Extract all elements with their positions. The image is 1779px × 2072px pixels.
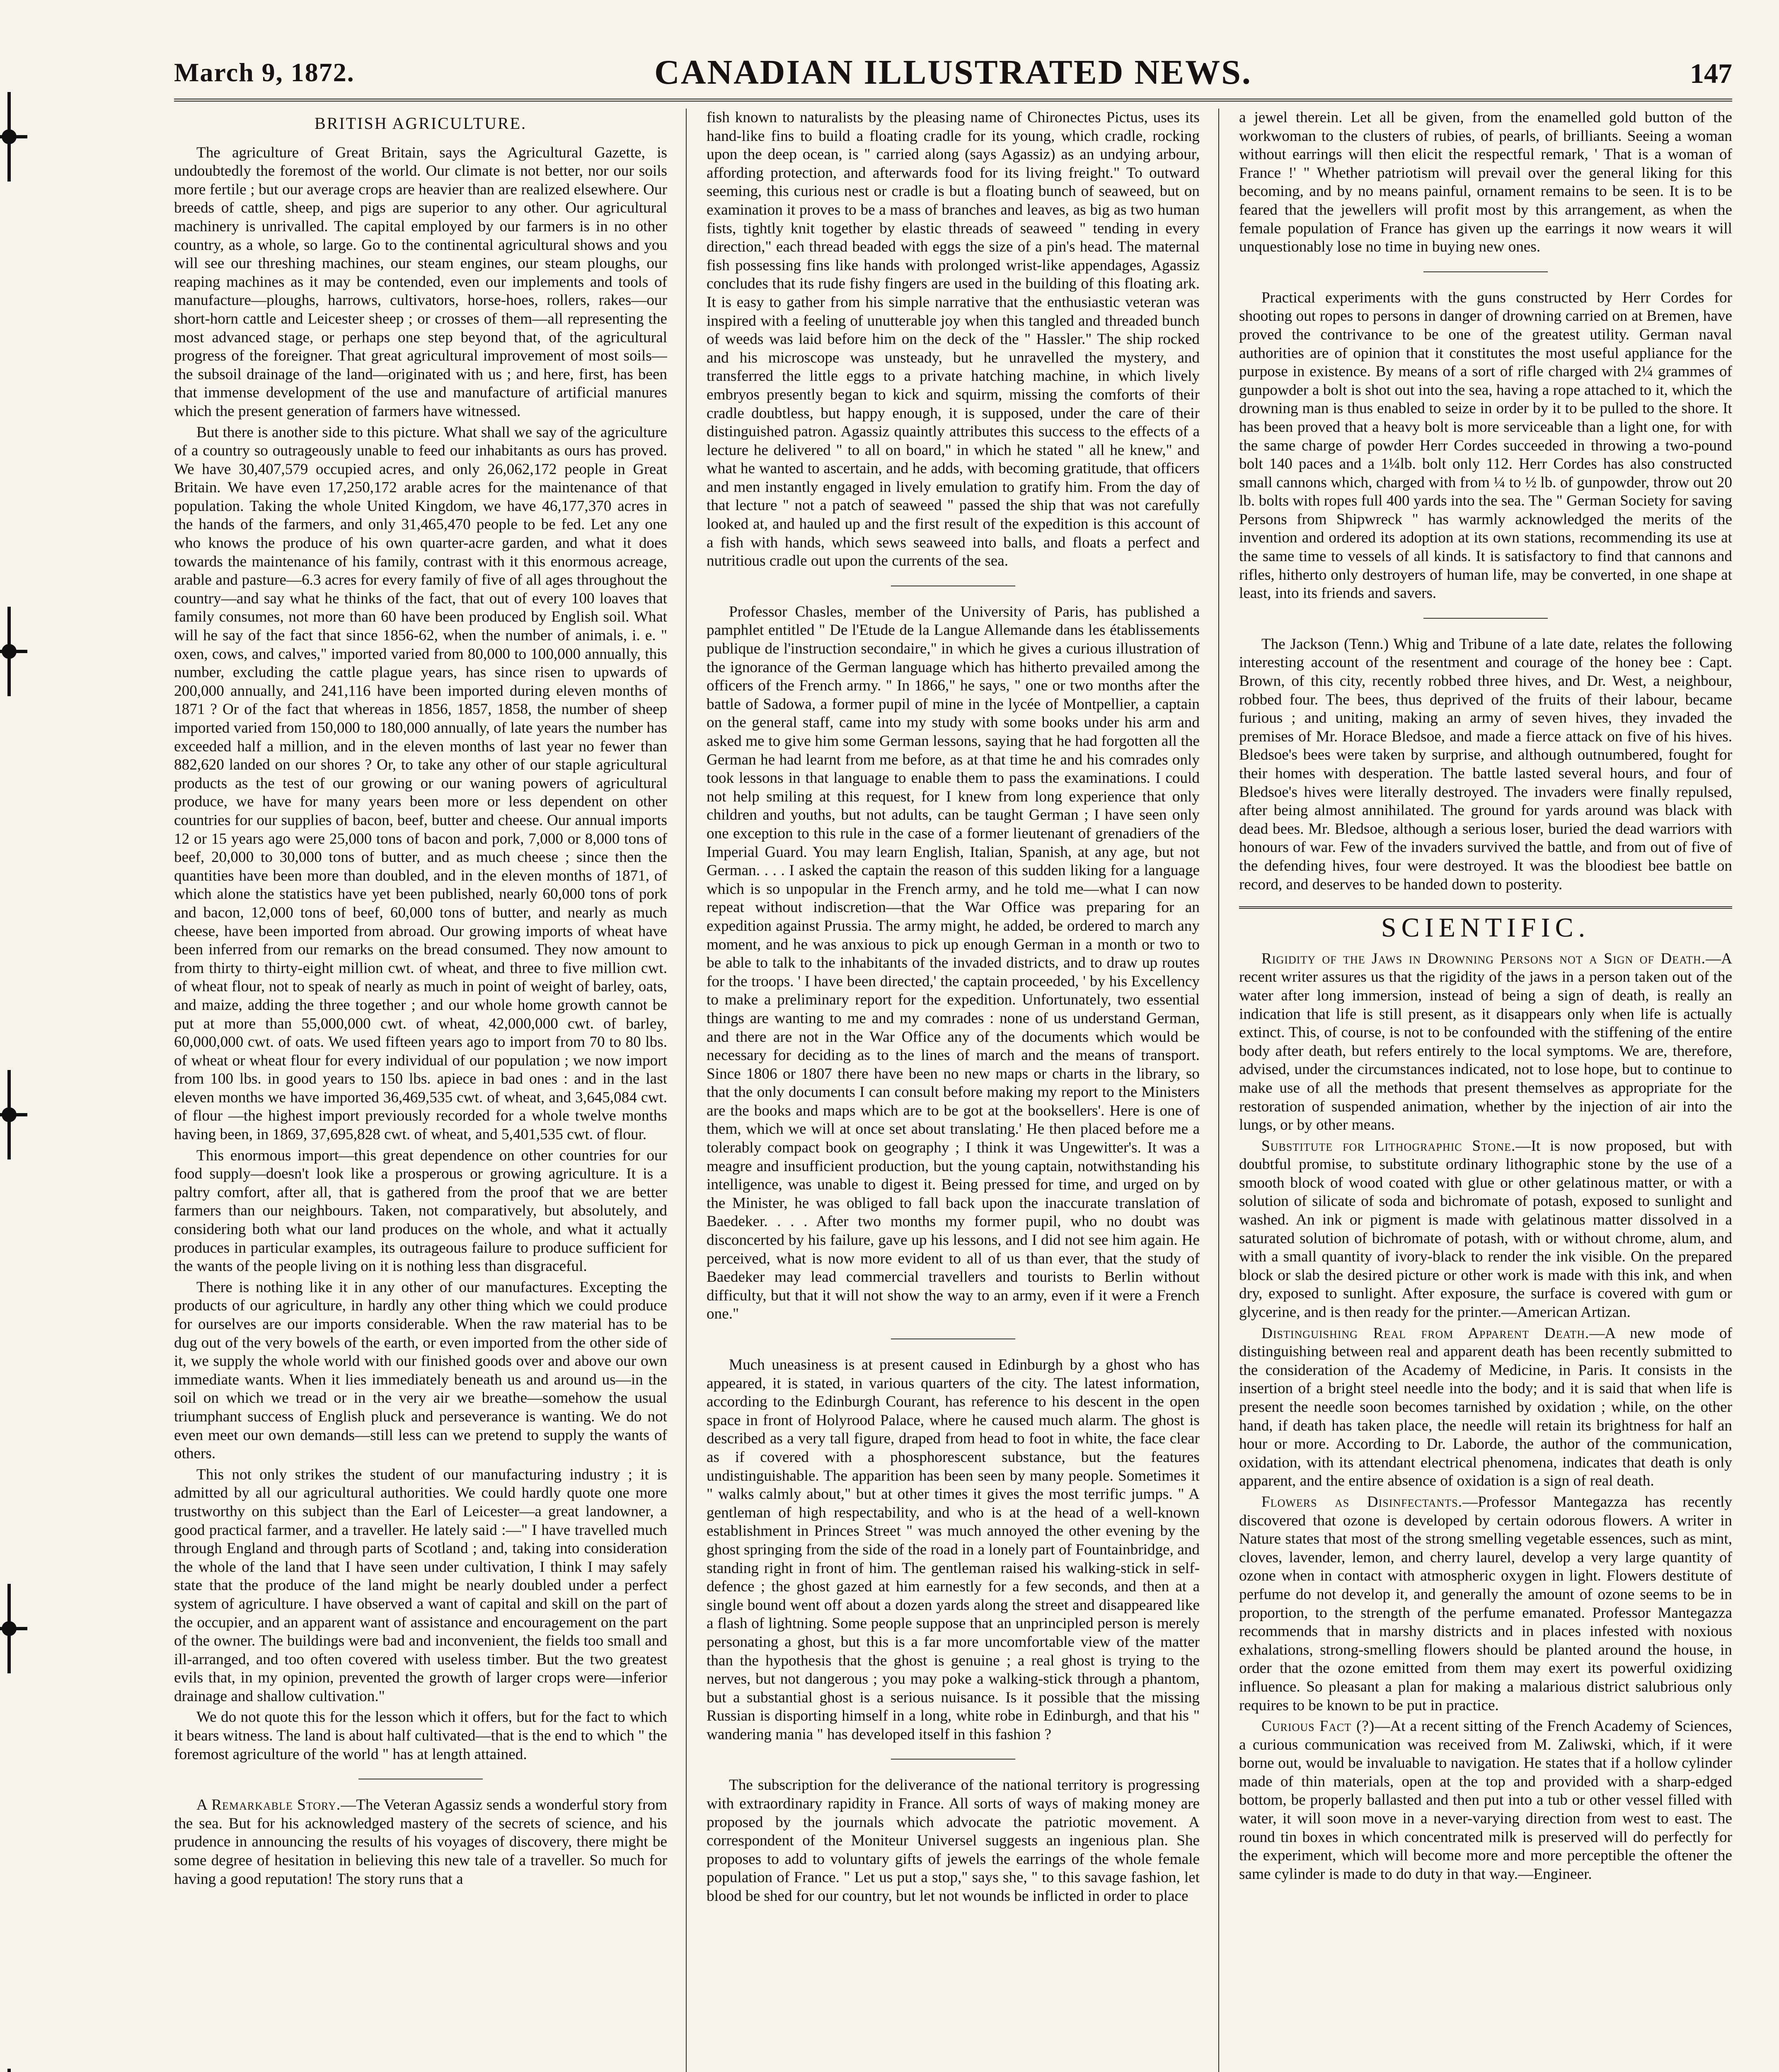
article-paragraph: This not only strikes the student of our manufacturing industry ; it is admitted by all our agricultural authorities. We could hardly quote one more trustworthy on this subject than the Earl of Leicester—a great landowner, a good practical farmer, and a traveller. He lately said :—" I have travelled much through England and through parts of Scotland ; and, taking into consideration the whole of the land that I have seen under cultivation, I think I may safely state that the produce of the land might be nearly doubled under a perfect system of agriculture. I have observed a want of capital and skill on the part of the occupier, and an apparent want of assistance and encouragement on the part of the owner. The buildings were bad and inconvenient, the fields too small and ill-arranged, and too often covered with useless timber. But the two greatest evils that, in my opinion, prevented the growth of larger crops were—inferior drainage and shallow cultivation." [174, 1466, 667, 1705]
article-paragraph: fish known to naturalists by the pleasing name of Chironectes Pictus, uses its hand-like fins to build a floating cradle for its young, which cradle, rocking upon the deep ocean, is " carried along (says Agassiz) as an undying arbour, affording protection, and afterwards food for its living freight." To outward seeming, this curious nest or cradle is but a floating bunch of seaweed, but on examination it proves to be a mass of branches and leaves, as big as two human fists, tightly knit together by elastic threads of seaweed " tending in every direction," each thread beaded with eggs the size of a pin's head. The maternal fish possessing fins like hands with prolonged wrist-like appendages, Agassiz concludes that its rude fishy fingers are used in the building of this floating ark. It is easy to gather from his simple narrative that the enthusiastic veteran was inspired with a feeling of unutterable joy when this tangled and threaded bunch of weeds was laid before him on the deck of the " Hassler." The ship rocked and his microscope was unsteady, but he unravelled the mystery, and transferred the little eggs to a private hatching machine, in which lively embryos presently began to kick and squirm, missing the comforts of their cradle doubtless, but happy enough, it is supposed, under the care of their distinguished patron. Agassiz quaintly attributes this success to the effects of a lecture he delivered " to all on board," in which he stated " all he knew," and what he wanted to ascertain, and he adds, with becoming gratitude, that officers and men instantly engaged in lively emulation to gratify him. From the day of that lecture " not a patch of seaweed " passed the ship that was not carefully looked at, and hauled up and the first result of the expedition is this account of a fish with hands, which sews seaweed into balls, and floats a perfect and nutritious cradle out upon the currents of the sea. [707, 109, 1200, 570]
item-text: —It is now proposed, but with doubtful promise, to substitute ordinary lithographic stone by the use of a smooth block of wood coated with glue or other gelatinous matter, or with a solution of silicate of soda and bichromate of potash, exposed to sunlight and washed. An ink or pigment is made with gelatinous matter dissolved in a saturated solution of bichromate of potash, with or without chrome, alum, and with a small quantity of ivory-black to render the ink visible. On the prepared block or slab the desired picture or other work is made with this ink, and when dry, exposed to sunlight. After exposure, the surface is covered with gum or glycerine, and is then ready for the printer.—American Artizan. [1239, 1137, 1732, 1321]
masthead [174, 50, 1732, 95]
article-paragraph: a jewel therein. Let all be given, from the enamelled gold button of the workwoman to the clusters of rubies, of pearls, of brilliants. Seeing a woman without earrings will then elicit the respectful remark, ' That is a woman of France !' " Whether patriotism will prevail over the general liking for this becoming, and by no means painful, ornament remains to be seen. It is to be feared that the jewellers will profit most by this arrangement, as when the female population of France has given up the earrings it now wears it will unquestionably lose no time in buying new ones. [1239, 109, 1732, 256]
item-lead: Distinguishing Real from Apparent Death. [1261, 1324, 1590, 1342]
masthead-rule [174, 99, 1732, 102]
item-lead: Rigidity of the Jaws in Drowning Persons not a Sign of Death. [1261, 950, 1706, 967]
article-paragraph: We do not quote this for the lesson which it offers, but for the fact to which it bears witness. The land is about half cultivated—that is the end to which " the foremost agriculture of the world " has at length attained. [174, 1709, 667, 1763]
scientific-item [1239, 1324, 1732, 1491]
article-heading: BRITISH AGRICULTURE. [315, 114, 527, 133]
column-2 [707, 109, 1200, 2072]
binding-hole [2, 644, 17, 659]
column-rule [686, 109, 687, 2072]
item-lead: Curious Fact (?) [1261, 1718, 1375, 1735]
article-paragraph: Professor Chasles, member of the University of Paris, has published a pamphlet entitled " De l'Etude de la Langue Allemande dans les établissements publique de l'instruction secondaire," in which he gives a curious illustration of the ignorance of the German language which has hitherto prevailed among the officers of the French army. " In 1866," he says, " one or two months after the battle of Sadowa, a former pupil of mine in the lycée of Montpellier, a captain on the general staff, came into my study with some books under his arm and asked me to give him some German lessons, saying that he had forgotten all the German he had learnt from me before, as at that time he and his comrades only took lessons in that language to enable them to pass the examinations. I could not help smiling at this request, for I knew from long experience that only children and youths, but not adults, can be taught German ; I have seen only one exception to this rule in the case of a former lieutenant of grenadiers of the Imperial Guard. You may learn English, Italian, Spanish, at any age, but not German. . . . I asked the captain the reason of this sudden liking for a language which is so unpopular in the French army, and he told me—what I can now repeat without indiscretion—that the War Office was preparing for an expedition against Prussia. The army might, he added, be ordered to march any moment, and he was anxious to pick up enough German in a month or two to be able to talk to the inhabitants of the invaded districts, and to draw up routes for the troops. ' I have been directed,' the captain proceeded, ' by his Excellency to make a preliminary report for the expedition. Unfortunately, two essential things are wanting to me and my comrades : none of us understand German, and there are not in the War Office any of the documents which would be necessary for deciding as to the lines of march and the means of transport. Since 1806 or 1807 there have been no new maps or charts in the library, so that the only documents I can consult before making my report to the Ministers are the books and maps which are to be got at the booksellers'. Here is one of them, which we will at once set about translating.' He then placed before me a tolerably compact book on geography ; I think it was Ungewitter's. It was a meagre and insufficient production, but the young captain, notwithstanding his intelligence, was unable to digest it. Being pressed for time, and urged on by the Minister, he was obliged to fall back upon the inaccurate translation of Baedeker. . . . After two months my former pupil, who no doubt was disconcerted by his failure, gave up his lessons, and I did not see him again. He perceived, what is now more evident to all of us than ever, that the study of Baedeker may lead commercial travellers and tourists to Berlin without difficulty, but that it will not show the way to an army, even if it were a French one." [707, 603, 1200, 1323]
article-paragraph: This enormous import—this great dependence on other countries for our food supply—doesn't look like a prosperous or growing agriculture. It is a paltry comfort, after all, that is gathered from the proof that we are better farmers than our neighbours. Taken, not comparatively, but absolutely, and considering both what our land produces on the whole, and what it actually produces in particular examples, its outrageous failure to produce sufficient for the wants of the people living on it is nothing less than disgraceful. [174, 1147, 667, 1275]
column-3 [1239, 109, 1732, 2072]
article-separator [891, 1759, 1015, 1760]
binding-hole [2, 1621, 17, 1636]
article-paragraph: Practical experiments with the guns constructed by Herr Cordes for shooting out ropes to persons in danger of drowning carried on at Bremen, have proved the contrivance to be one of the greatest utility. German naval authorities are of opinion that it constitutes the most useful appliance for the purpose in existence. By means of a sort of rifle charged with 2¼ grammes of gunpowder a bolt is shot out into the sea, having a rope attached to it, which the drowning man is thus enabled to seize in order by it to be pulled to the shore. It has been proved that a heavy bolt is more serviceable than a light one, for with the same charge of powder Herr Cordes succeeded in throwing a two-pound bolt 140 paces and a 1¼lb. bolt only 112. Herr Cordes has also constructed small cannons which, charged with from ¼ to ½ lb. of gunpowder, throw out 20 lb. bolts with ropes full 400 yards into the sea. The " German Society for saving Persons from Shipwreck " has warmly acknowledged the merits of the invention and ordered its adoption at its own stations, recommending its use at the same time to vessels of all kinds. It is satisfactory to find that cannons and rifles, hitherto only destroyers of human life, may be converted, in one shape at least, into its friends and savers. [1239, 289, 1732, 602]
column-1 [174, 109, 667, 2072]
binding-hole [2, 1107, 17, 1122]
article-paragraph: But there is another side to this picture. What shall we say of the agriculture of a country so outrageously unable to feed our inhabitants as ours has proved. We have 30,407,579 occupied acres, and only 26,062,172 people in Great Britain. We have even 17,250,172 arable acres for the maintenance of that population. Taking the whole United Kingdom, we have 46,177,370 acres in the hands of the farmers, and only 31,465,470 people to be fed. Let any one who knows the produce of his own quarter-acre garden, and what it does towards the maintenance of his family, contrast with it this enormous acreage, arable and pasture—6.3 acres for every family of five of all ages throughout the country—and say what he thinks of the fact, that out of every 100 loaves that family consumes, not more than 60 have been produced by English soil. What will he say of the fact that since 1856-62, when the number of animals, i. e. " oxen, cows, and calves," imported varied from 80,000 to 100,000 annually, this number, excluding the cattle plague years, has since risen to upwards of 200,000 annually, and 241,116 have been imported during eleven months of 1871 ? Or of the fact that whereas in 1856, 1857, 1858, the number of sheep imported varied from 150,000 to 180,000 annually, of late years the number has exceeded half a million, and in the eleven months of last year no fewer than 882,620 landed on our shores ? Or, to take any other of our staple agricultural products as the test of our growing or our waning powers of agricultural produce, we have for many years been more or less dependent on other countries for our supplies of bacon, beef, butter and cheese. Our annual imports 12 or 15 years ago were 25,000 tons of bacon and pork, 7,000 or 8,000 tons of beef, 20,000 to 30,000 tons of butter, and as much cheese ; since then the quantities have been more than doubled, and in the eleven months of 1871, of which alone the statistics have yet been published, nearly 60,000 tons of pork and bacon, 12,000 tons of beef, 60,000 tons of butter, and nearly as much cheese, have been imported from abroad. Our growing imports of wheat have been inferred from our remarks on the bread consumed. They now amount to from thirty to thirty-eight million cwt. of wheat, and three to five million cwt. of wheat flour, not to speak of nearly as much in point of weight of barley, oats, and maize, adding the three together ; and our whole home growth cannot be put at more than 55,000,000 cwt. of wheat, 42,000,000 cwt. of barley, 60,000,000 cwt. of oats. We used fifteen years ago to import from 70 to 80 lbs. of wheat or wheat flour for every individual of our population ; we now import from 100 lbs. in good years to 150 lbs. apiece in bad ones : and in the last eleven months we have imported 36,469,535 cwt. of wheat, and 3,645,084 cwt. of flour —the highest import previously recorded for a whole twelve months having been, in 1869, 37,695,828 cwt. of wheat, and 5,401,535 cwt. of flour. [174, 424, 667, 1143]
story-text: —The Veteran Agassiz sends a wonderful story from the sea. But for his acknowledged mastery of the secrets of science, and his prudence in announcing the results of his voyages of discovery, there might be some degree of hesitation in believing this new tale of a traveller. So much for having a good reputation! The story runs that a [174, 1796, 667, 1888]
article-paragraph: Much uneasiness is at present caused in Edinburgh by a ghost who has appeared, it is stated, in various quarters of the city. The latest information, according to the Edinburgh Courant, has reference to his descent in the open space in front of Holyrood Palace, where he caused much alarm. The ghost is described as a very tall figure, draped from head to foot in white, the face clear as if covered with a phosphorescent substance, but the features undistinguishable. The apparition has been seen by many people. Sometimes it " walks calmly about," but at other times it gives the most terrific jumps. " A gentleman of high respectability, and who is at the head of a well-known establishment in Princes Street " was much annoyed the other evening by the ghost springing from the side of the road in a lonely part of Fountainbridge, and standing right in front of him. The gentleman raised his walking-stick in self-defence ; the ghost gazed at him earnestly for a few seconds, and then at a single bound went off about a dozen yards along the street and disappeared like a flash of lightning. Some people suppose that an unprincipled person is merely personating a ghost, but this is a far more uncomfortable view of the matter than the hypothesis that the ghost is genuine ; a real ghost is trying to the nerves, but not dangerous ; you may poke a walking-stick through a phantom, but a substantial ghost is a serious nuisance. Is it possible that the missing Russian is disporting himself in a long, white robe in Edinburgh, and that his " wandering mania " has developed itself in this fashion ? [707, 1356, 1200, 1743]
story-lead: A Remarkable Story. [196, 1796, 341, 1814]
story-paragraph [174, 1796, 667, 1888]
article-separator [1423, 271, 1548, 272]
article-separator [1423, 618, 1548, 619]
item-text: —At a recent sitting of the French Academy of Sciences, a curious communication was received from M. Zaliwski, which, if it were borne out, would be invaluable to navigation. He states that if a hollow cylinder made of thin materials, open at the top and provided with a sharp-edged bottom, be properly ballasted and then put into a tub or other vessel filled with water, it will soon move in a never-varying direction from west to east. The round tin boxes in which concentrated milk is preserved will do perfectly for the experiment, which will become more and more perceptible the oftener the same cylinder is made to do duty in that way.—Engineer. [1239, 1718, 1732, 1883]
item-lead: Flowers as Disinfectants. [1261, 1493, 1462, 1510]
binding-margin [0, 0, 29, 2072]
binding-hole [2, 129, 17, 144]
scientific-item [1239, 1137, 1732, 1322]
article-paragraph: The subscription for the deliverance of the national territory is progressing with extraordinary rapidity in France. All sorts of ways of making money are proposed by the journals which advocate the patriotic movement. A correspondent of the Moniteur Universel suggests an ingenious plan. She proposes to add to voluntary gifts of jewels the earrings of the whole female population of France. " Let us put a stop," says she, " to this savage fashion, let blood be shed for our country, but let not wounds be inflicted in order to place [707, 1777, 1200, 1905]
newspaper-title: CANADIAN ILLUSTRATED NEWS. [654, 53, 1252, 92]
scientific-item [1239, 1717, 1732, 1883]
item-text: —A new mode of distinguishing between real and apparent death has been recently submitted to the consideration of the Academy of Medicine, in Paris. It consists in the insertion of a bright steel needle into the body; and it is said that when life is present the needle soon becomes tarnished by oxidation ; while, on the other hand, if death has taken place, the needle will retain its brightness for half an hour or more. According to Dr. Laborde, the author of the communication, oxidation, with its attendant electrical phenomena, indicates that death is only apparent, and the entire absence of oxidation is a sign of real death. [1239, 1324, 1732, 1490]
column-rule [1218, 109, 1219, 2072]
issue-date: March 9, 1872. [174, 58, 355, 87]
article-paragraph: The Jackson (Tenn.) Whig and Tribune of a late date, relates the following interesting account of the resentment and courage of the honey bee : Capt. Brown, of this city, recently robbed three hives, and Dr. West, a neighbour, robbed four. The bees, thus deprived of the fruits of their labour, became furious ; and uniting, making an army of seven hives, they invaded the premises of Mr. Horace Bledsoe, and made a fierce attack on five of his hives. Bledsoe's bees were taken by surprise, and although outnumbered, fought for their homes with desperation. The battle lasted several hours, and four of Bledsoe's hives were literally destroyed. The invaders were finally repulsed, after being almost annihilated. The ground for yards around was black with dead bees. Mr. Bledsoe, although a serious loser, buried the dead warriors with honours of war. Few of the invaders survived the battle, and from out of five of the defending hives, four were destroyed. It was the bloodiest bee battle on record, and deserves to be handed down to posterity. [1239, 635, 1732, 893]
scientific-item [1239, 1493, 1732, 1715]
item-lead: Substitute for Lithographic Stone. [1261, 1137, 1516, 1155]
article-paragraph: The agriculture of Great Britain, says the Agricultural Gazette, is undoubtedly the foremost of the world. Our climate is not better, nor our soils more fertile ; but our average crops are heavier than are realized elsewhere. Our breeds of cattle, sheep, and pigs are superior to any other. Our agricultural machinery is unrivalled. The capital employed by our farmers is in no other country, as a whole, so large. Go to the continental agricultural shows and you will see our threshing machines, our steam engines, our steam ploughs, our reaping machines as it may be contended, even our implements and tools of manufacture—ploughs, harrows, cultivators, horse-hoes, rollers, rakes—our short-horn cattle and Leicester sheep ; or crosses of them—all representing the most advanced stage, or perhaps one step beyond that, of the agricultural progress of the foreigner. That great agricultural improvement of most soils—the subsoil drainage of the land—originated with us ; and here, first, has been that immense development of the use and manufacture of artificial manures which the present generation of farmers have witnessed. [174, 144, 667, 420]
article-paragraph: There is nothing like it in any other of our manufactures. Excepting the products of our agriculture, in hardly any other thing which we could produce for ourselves are our imports considerable. When the raw material has to be dug out of the very bowels of the earth, or even imported from the other side of it, we supply the whole world with our finished goods over and above our own immediate wants. When it lies immediately beneath us and around us—in the soil on which we tread or in the very air we breathe—somehow the usual triumphant success of English pluck and perseverance is wanting. We do not even meet our own demands—still less can we pretend to supply the wants of others. [174, 1278, 667, 1462]
page-number: 147 [1690, 58, 1732, 89]
section-rule [1239, 906, 1732, 909]
item-text: —Professor Mantegazza has recently discovered that ozone is developed by certain odorous flowers. A writer in Nature states that most of the strong smelling vegetable essences, such as mint, cloves, lavender, lemon, and cherry laurel, develop a very large quantity of ozone when in contact with atmospheric oxygen in light. Flowers destitute of perfume do not develop it, and generally the amount of ozone seems to be in proportion, to the strength of the perfume emanated. Professor Mantegazza recommends that in marshy districts and in places infested with noxious exhalations, strong-smelling flowers should be planted around the house, in order that the ozone emitted from them may exert its powerful oxidizing influence. So pleasant a plan for making a malarious district salubrious only requires to be known to be put in practice. [1239, 1493, 1732, 1714]
scientific-item [1239, 950, 1732, 1135]
item-text: —A recent writer assures us that the rigidity of the jaws in a person taken out of the water after long immersion, instead of being a sign of death, is really an indication that life is still present, as it disappears only when life is actually extinct. This, of course, is not to be confounded with the stiffening of the entire body after death, but refers entirely to the local symptoms. We are, therefore, advised, under the circumstances indicated, not to lose hope, but to continue to make use of all the methods that present themselves as appropriate for the restoration of suspended animation, whether by the injection of air into the lungs, or by other means. [1239, 950, 1732, 1134]
section-heading: SCIENTIFIC. [1381, 913, 1590, 943]
